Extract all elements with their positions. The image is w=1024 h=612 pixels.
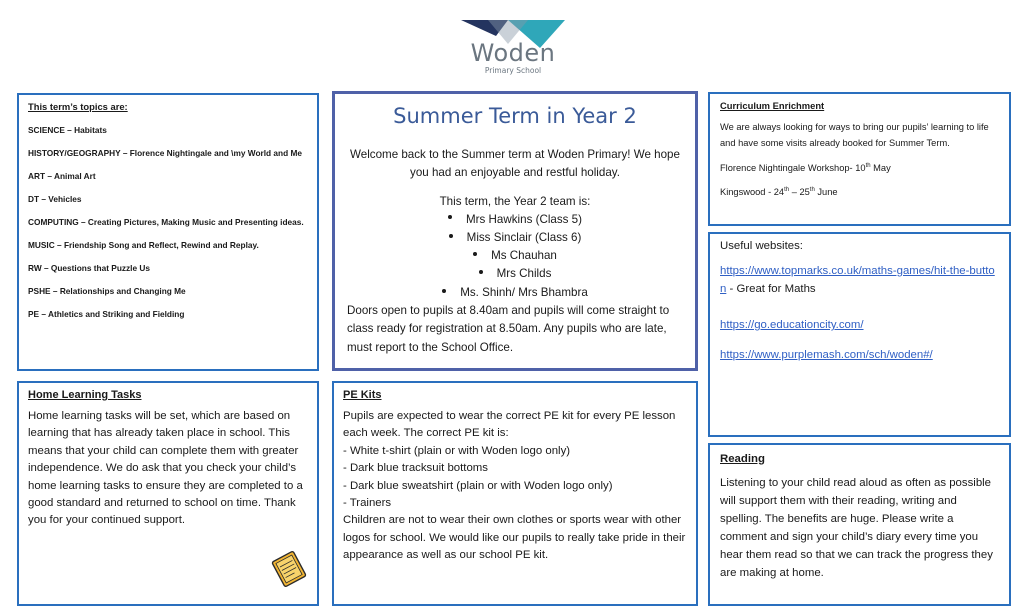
pe-kits-heading: PE Kits — [343, 389, 382, 401]
bullet-icon — [479, 270, 483, 274]
team-member: Miss Sinclair (Class 6) — [347, 229, 683, 247]
website-line — [720, 316, 999, 334]
welcome-text: Welcome back to the Summer term at Woden Primary! We hope you had an enjoyable and restful holiday. — [350, 148, 680, 179]
bullet-icon — [473, 252, 477, 256]
pe-kit-item: - Dark blue tracksuit bottoms — [343, 462, 488, 475]
workshop-line: Florence Nightingale Workshop- 10th May — [720, 163, 891, 174]
team-member: Ms. Shinh/ Mrs Bhambra — [347, 284, 683, 302]
topic-item: MUSIC – Friendship Song and Reflect, Rewind and Replay. — [28, 240, 259, 250]
pe-kit-item: - Dark blue sweatshirt (plain or with Woden logo only) — [343, 479, 613, 492]
topics-panel — [17, 93, 319, 371]
topics-heading: This term’s topics are: — [28, 101, 128, 112]
topic-item: DT – Vehicles — [28, 194, 82, 204]
pe-kits-panel — [332, 381, 698, 606]
topic-item: COMPUTING – Creating Pictures, Making Music and Presenting ideas. — [28, 217, 304, 227]
enrichment-panel — [708, 92, 1011, 226]
topic-item: PSHE – Relationships and Changing Me — [28, 286, 186, 296]
bullet-icon — [448, 215, 452, 219]
topic-item: RW – Questions that Puzzle Us — [28, 263, 151, 273]
logo-wordmark: Woden — [470, 39, 556, 67]
enrichment-text: We are always looking for ways to bring our pupils’ learning to life and have some visits already booked for Summer Term. — [720, 122, 989, 148]
home-learning-heading: Home Learning Tasks — [28, 389, 142, 401]
enrichment-heading: Curriculum Enrichment — [720, 100, 825, 111]
topic-item: SCIENCE – Habitats — [28, 125, 107, 135]
pe-kits-closing: Children are not to wear their own clothes or sports wear with other logos for school. We would like our pupils to really take pride in their appearance as well as our school PE kit. — [343, 514, 686, 562]
team-member: Mrs Hawkins (Class 5) — [347, 211, 683, 229]
topic-item: PE – Athletics and Striking and Fielding — [28, 309, 185, 319]
websites-panel — [708, 232, 1011, 437]
pe-kit-item: - White t-shirt (plain or with Woden logo only) — [343, 444, 571, 457]
page-title: Summer Term in Year 2 — [393, 104, 637, 128]
website-line — [720, 346, 999, 364]
link-note: - Great for Maths — [726, 283, 816, 295]
doors-text: Doors open to pupils at 8.40am and pupils will come straight to class ready for registration at 8.50am. Any pupils who are late, must report to the School Office. — [347, 303, 670, 354]
link-educationcity[interactable]: https://go.educationcity.com/ — [720, 319, 864, 331]
link-purplemash[interactable]: https://www.purplemash.com/sch/woden#/ — [720, 349, 933, 361]
intro-panel — [332, 91, 698, 371]
home-learning-panel — [17, 381, 319, 606]
team-member: Ms Chauhan — [347, 247, 683, 265]
team-intro-text: This term, the Year 2 team is: — [439, 195, 591, 208]
websites-heading: Useful websites: — [720, 240, 803, 252]
website-line — [720, 262, 999, 298]
home-learning-text: Home learning tasks will be set, which are based on learning that has already taken place in school. This means that your child can complete them with greater independence. We do ask that you check your child’s home learning tasks to ensure they are completed to a good standard and returned to school on time. Thank you for your continued support. — [28, 410, 303, 527]
reading-text: Listening to your child read aloud as often as possible will support them with their reading, writing and spelling. The benefits are huge. Please write a comment and sign your child’s diary every time you hear them read so that we can track the progress they are making at home. — [720, 477, 993, 579]
school-logo — [458, 14, 568, 82]
logo-subtitle: Primary School — [484, 66, 542, 75]
team-list — [347, 211, 683, 302]
reading-heading: Reading — [720, 453, 765, 465]
topic-item: ART – Animal Art — [28, 171, 96, 181]
notebook-icon — [269, 549, 309, 589]
topic-item: HISTORY/GEOGRAPHY – Florence Nightingale and \my World and Me — [28, 148, 302, 158]
link-topmarks[interactable]: https://www.topmarks.co.uk/maths-games/hit-the-button — [720, 265, 995, 295]
bullet-icon — [442, 289, 446, 293]
bullet-icon — [449, 234, 453, 238]
pe-kit-item: - Trainers — [343, 497, 392, 510]
kingswood-line: Kingswood - 24th – 25th June — [720, 187, 838, 198]
pe-kits-intro: Pupils are expected to wear the correct PE kit for every PE lesson each week. The correct PE kit is: — [343, 410, 676, 440]
team-member: Mrs Childs — [347, 265, 683, 283]
reading-panel — [708, 443, 1011, 606]
